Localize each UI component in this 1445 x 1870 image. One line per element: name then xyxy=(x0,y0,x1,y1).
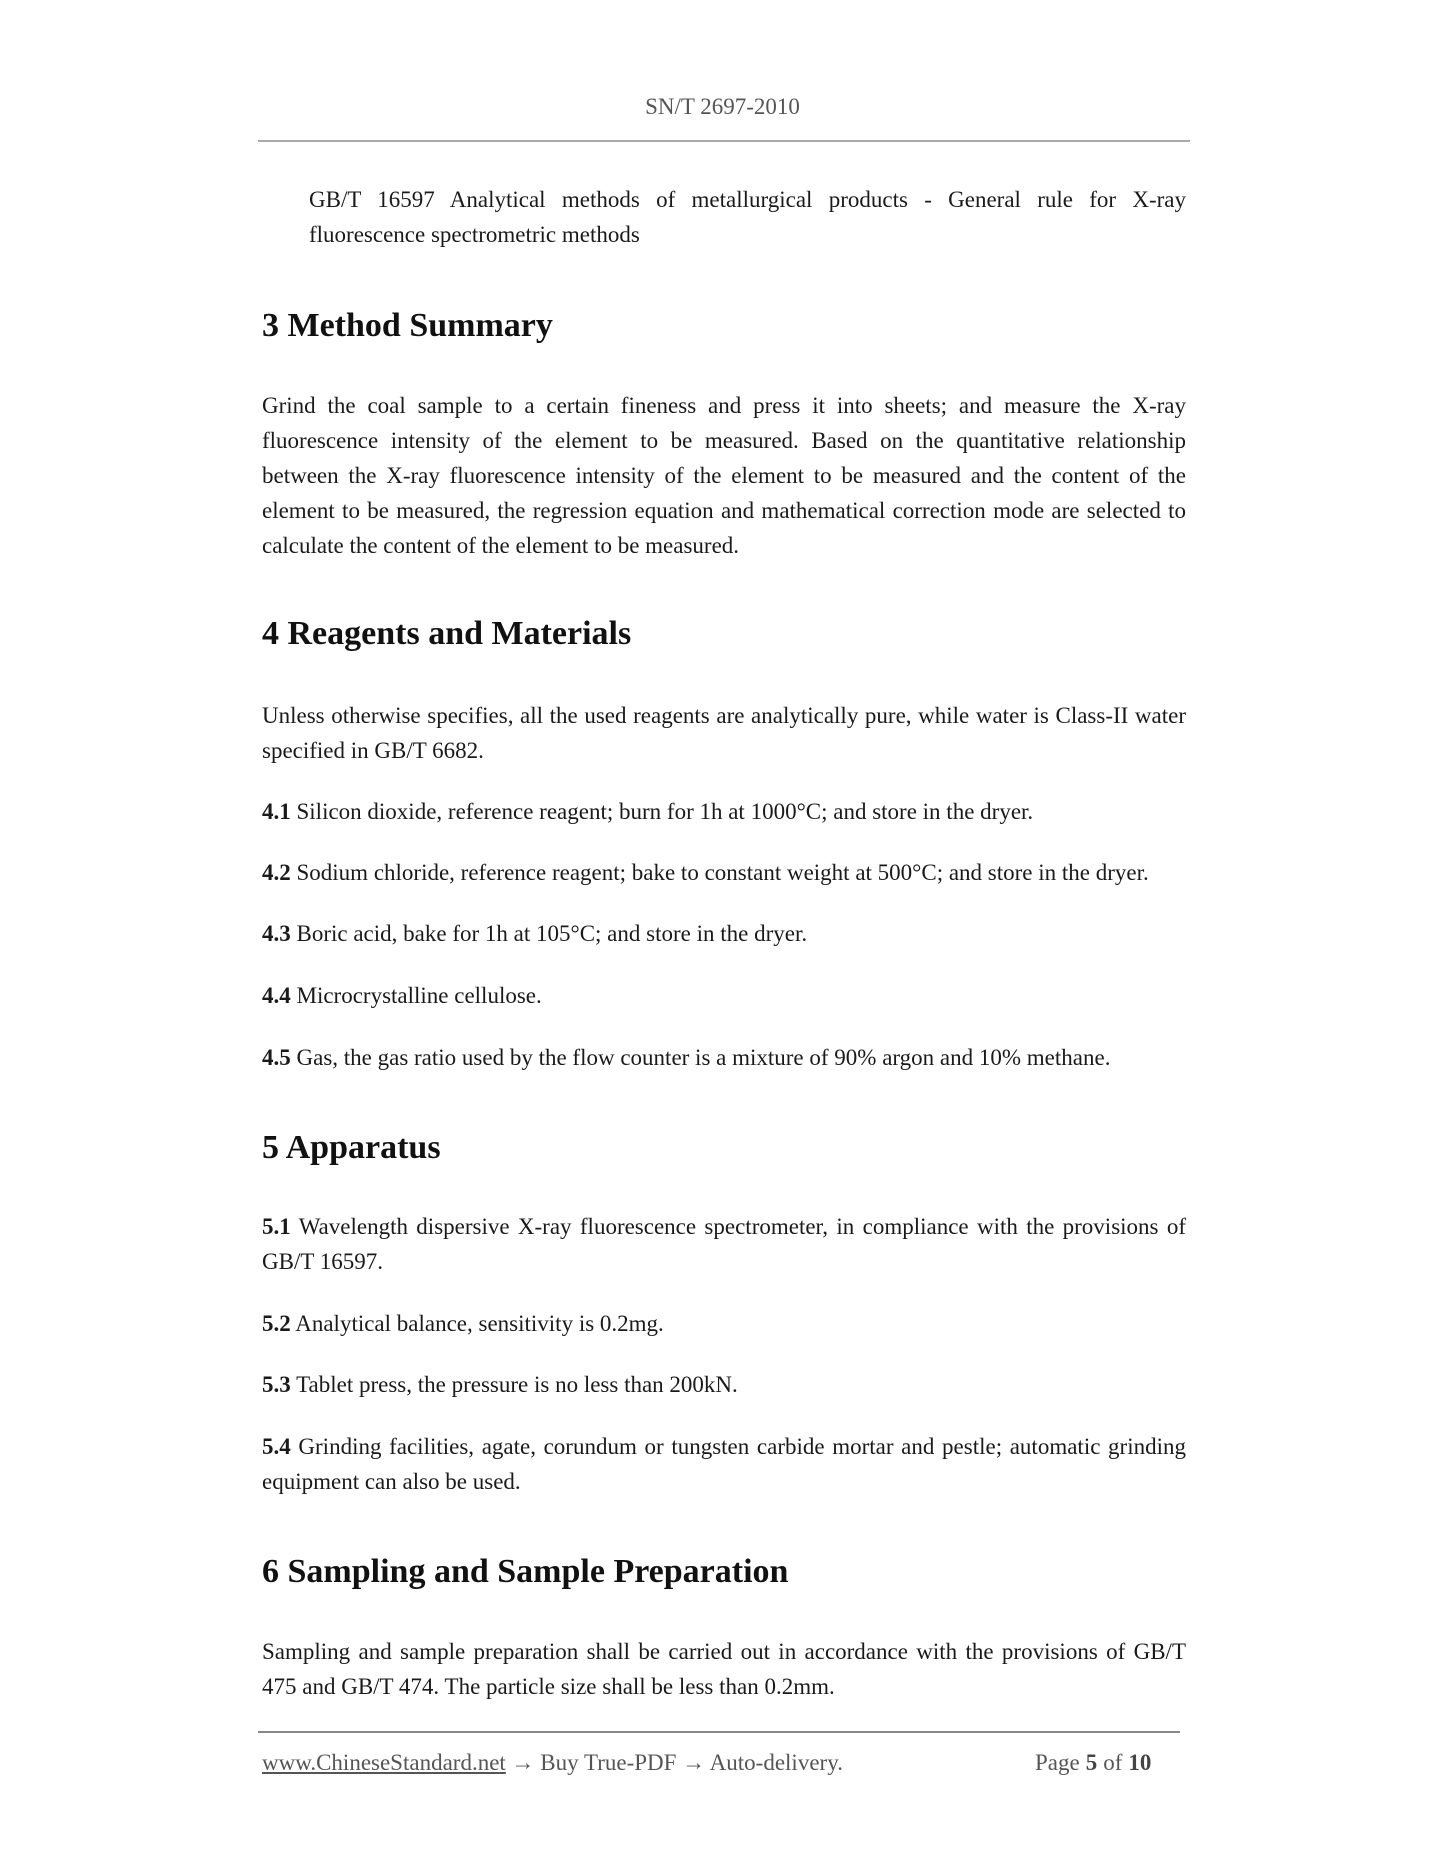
reagent-item-4-2 xyxy=(262,855,1186,890)
item-text: Grinding facilities, agate, corundum or tungsten carbide mortar and pestle; automatic grinding equipment can also be used. xyxy=(262,1434,1187,1494)
reagents-intro-paragraph: Unless otherwise specifies, all the used reagents are analytically pure, while water is Class-II water specified in GB/T 6682. xyxy=(262,703,1186,763)
reference-gb-t-16597: GB/T 16597 Analytical methods of metallurgical products - General rule for X-ray fluorescence spectrometric methods xyxy=(309,187,1186,247)
page-label: Page xyxy=(1035,1750,1080,1775)
chinesestandard-link[interactable]: www.ChineseStandard.net xyxy=(262,1750,506,1775)
arrow-right-icon: → xyxy=(682,1750,706,1775)
apparatus-item-5-4 xyxy=(262,1429,1186,1499)
item-text: Gas, the gas ratio used by the flow counter is a mixture of 90% argon and 10% methane. xyxy=(296,1045,1111,1070)
item-number: 4.4 xyxy=(262,983,291,1008)
item-number: 5.2 xyxy=(262,1311,291,1336)
total-page-count: 10 xyxy=(1128,1750,1152,1775)
item-text: Analytical balance, sensitivity is 0.2mg. xyxy=(295,1311,664,1336)
auto-delivery-text: Auto-delivery. xyxy=(709,1750,843,1775)
heading-sampling-preparation: 6 Sampling and Sample Preparation xyxy=(262,1553,789,1590)
arrow-right-icon: → xyxy=(511,1750,535,1775)
reagent-item-4-1 xyxy=(262,794,1186,829)
item-text: Boric acid, bake for 1h at 105°C; and store in the dryer. xyxy=(296,921,808,946)
current-page-number: 5 xyxy=(1085,1750,1098,1775)
apparatus-item-5-1 xyxy=(262,1209,1186,1279)
page-indicator xyxy=(1035,1750,1157,1776)
apparatus-item-5-3 xyxy=(262,1367,1186,1402)
heading-method-summary: 3 Method Summary xyxy=(262,307,553,344)
method-summary-paragraph: Grind the coal sample to a certain fineness and press it into sheets; and measure the X-ray fluorescence intensity of the element to be measured. Based on the quantitative relationship between the X-ray fluorescence intensity of the element to be measured and the content of the element to be measured, the regression equation and mathematical correction mode are selected to calculate the content of the element to be measured. xyxy=(262,393,1186,558)
item-number: 4.1 xyxy=(262,799,291,824)
item-number: 4.5 xyxy=(262,1045,291,1070)
item-number: 5.4 xyxy=(262,1434,291,1459)
header-divider xyxy=(258,140,1190,142)
sampling-paragraph: Sampling and sample preparation shall be carried out in accordance with the provisions of GB/T 475 and GB/T 474. The particle size shall be less than 0.2mm. xyxy=(262,1639,1186,1699)
of-label: of xyxy=(1103,1750,1123,1775)
item-text: Wavelength dispersive X-ray fluorescence spectrometer, in compliance with the provisions of GB/T 16597. xyxy=(262,1214,1186,1274)
footer-promo xyxy=(262,1750,843,1776)
item-number: 5.3 xyxy=(262,1372,291,1397)
heading-reagents-materials: 4 Reagents and Materials xyxy=(262,615,632,652)
footer-divider xyxy=(258,1731,1180,1733)
item-text: Tablet press, the pressure is no less than 200kN. xyxy=(296,1372,738,1397)
reagent-item-4-4 xyxy=(262,978,1186,1013)
item-text: Sodium chloride, reference reagent; bake to constant weight at 500°C; and store in the dryer. xyxy=(296,860,1149,885)
item-number: 4.2 xyxy=(262,860,291,885)
item-number: 4.3 xyxy=(262,921,291,946)
reagent-item-4-3 xyxy=(262,916,1186,951)
document-id-header: SN/T 2697-2010 xyxy=(645,94,800,119)
item-text: Silicon dioxide, reference reagent; burn for 1h at 1000°C; and store in the dryer. xyxy=(296,799,1034,824)
buy-true-pdf-text: Buy True-PDF xyxy=(540,1750,677,1775)
reagent-item-4-5 xyxy=(262,1040,1186,1075)
item-number: 5.1 xyxy=(262,1214,291,1239)
apparatus-item-5-2 xyxy=(262,1306,1186,1341)
item-text: Microcrystalline cellulose. xyxy=(296,983,542,1008)
heading-apparatus: 5 Apparatus xyxy=(262,1129,441,1166)
